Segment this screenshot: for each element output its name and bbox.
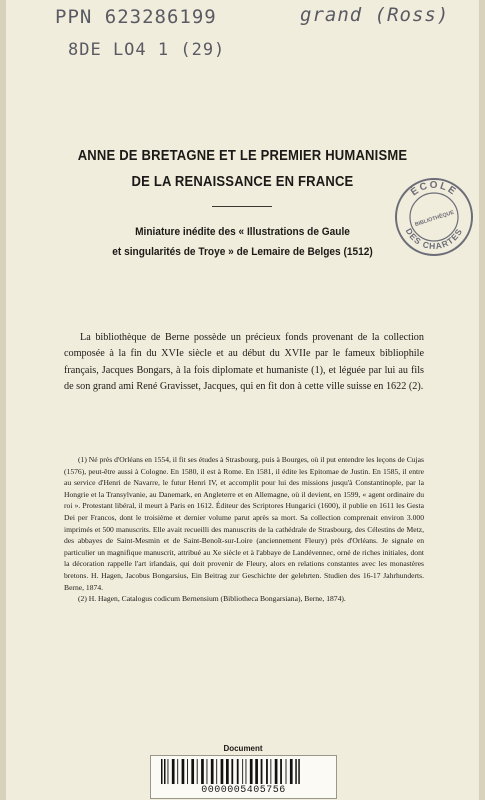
barcode-label: Document — [223, 744, 263, 753]
footnote-2: (2) H. Hagen, Catalogus codicum Bernensium (Bibliotheca Bongarsiana), Berne, 1874). — [78, 594, 346, 604]
footnotes — [64, 454, 424, 605]
handwritten-ppn: PPN 623286199 — [55, 6, 217, 28]
footnote-1: (1) Né près d'Orléans en 1554, il fit ses études à Strasbourg, puis à Bourges, où il put entendre les leçons de Cujas (1576), peut-être aussi à Cologne. En 1580, il est à Rome. En 1581, il édite les Epitomae de Justin. En 1585, il entre au service d'Henri de Navarre, le futur Henri IV, et accomplit pour lui des missions jusqu'à Constantinople, par la Hongrie et la Transylvanie, au Danemark, en Angleterre et en Allemagne, où il devient, en 1599, « agent ordinaire du roi ». Protestant libéral, il meurt à Paris en 1612. Éditeur des Scriptores Hungarici (1600), il publie en 1611 les Gesta Dei per Francos, dont le troisième et dernier volume parut après sa mort. Sa collection comprenait environ 3.000 imprimés et 500 manuscrits. Elle avait recueilli des manuscrits de la cathédrale de Strasbourg, des Célestins de Metz, des abbayes de Saint-Mesmin et de Saint-Benoît-sur-Loire (anciennement Fleury) près d'Orléans. Je signale en particulier un magnifique manuscrit, attribué au Xe siècle et à l'abbaye de Landévennec, orné de riches initiales, dont la décoration rappelle l'art irlandais, qui doit provenir de Fleury, alors en relations constantes avec les monastères bretons. H. Hagen, Jacobus Bongarsius, Ein Beitrag zur Geschichte der gelehrten. Studien des 16-17 Jahrhunderts. Berne, 1874. — [64, 455, 424, 592]
stamp-bottom-text: DES CHARTES — [403, 226, 465, 252]
barcode-bar — [280, 759, 282, 784]
barcode-bar — [197, 759, 198, 784]
left-margin-strip — [0, 0, 6, 800]
title-line-1: ANNE DE BRETAGNE ET LE PREMIER HUMANISME — [77, 148, 408, 164]
body-paragraph: La bibliothèque de Berne possède un précieux fonds provenant de la collection composée à la fin du XVIe siècle et au début du XVIIe par le fameux bibliophile français, Jacques Bongars, à la fois diplomate et humaniste (1), et léguée par lui au fils de son grand ami René Gravisset, Jacques, qui en fit don à cette ville suisse en 1622 (2). — [64, 332, 424, 392]
barcode-bar — [261, 759, 263, 784]
barcode-bar — [164, 759, 166, 784]
subtitle-line-1: Miniature inédite des « Illustrations de Gaule — [135, 226, 350, 238]
title-rule — [212, 206, 272, 207]
title-line-2: DE LA RENAISSANCE EN FRANCE — [131, 174, 354, 190]
barcode-bar — [242, 759, 243, 784]
barcode-bar — [161, 759, 163, 784]
handwritten-note: grand (Ross) — [300, 4, 450, 26]
subtitle-line-2: et singularités de Troye » de Lemaire de Belges (1512) — [112, 246, 373, 258]
barcode-bar — [201, 759, 204, 784]
barcode-bar — [270, 759, 271, 784]
barcode-bar — [211, 759, 214, 784]
barcode-bar — [191, 759, 194, 784]
barcode-bar — [286, 759, 287, 784]
right-margin-strip — [479, 0, 485, 800]
barcode-bar — [182, 759, 185, 784]
barcode-bar — [231, 759, 233, 784]
stamp-top-text: ÉCOLE — [409, 179, 459, 199]
barcode-box — [150, 755, 337, 799]
barcode-bar — [207, 759, 208, 784]
barcode-bar — [250, 759, 253, 784]
barcode-bar — [275, 759, 278, 784]
library-stamp — [393, 176, 475, 258]
barcode-bar — [216, 759, 217, 784]
barcode-bar — [187, 759, 188, 784]
barcode-bar — [168, 759, 169, 784]
stamp-middle-text: BIBLIOTHÈQUE — [414, 209, 455, 229]
handwritten-shelfmark: 8DE LO4 1 (29) — [68, 40, 226, 60]
barcode-bar — [221, 759, 224, 784]
barcode-bar — [237, 759, 239, 784]
barcode-bar — [172, 759, 175, 784]
barcode-bars — [159, 759, 328, 784]
barcode-bar — [246, 759, 247, 784]
barcode-bar — [266, 759, 268, 784]
barcode-bar — [177, 759, 178, 784]
barcode-bar — [290, 759, 293, 784]
barcode-bar — [298, 759, 300, 784]
barcode-bar — [255, 759, 258, 784]
barcode-bar — [226, 759, 229, 784]
barcode-number: 0000005405756 — [201, 785, 286, 796]
barcode-bar — [295, 759, 297, 784]
